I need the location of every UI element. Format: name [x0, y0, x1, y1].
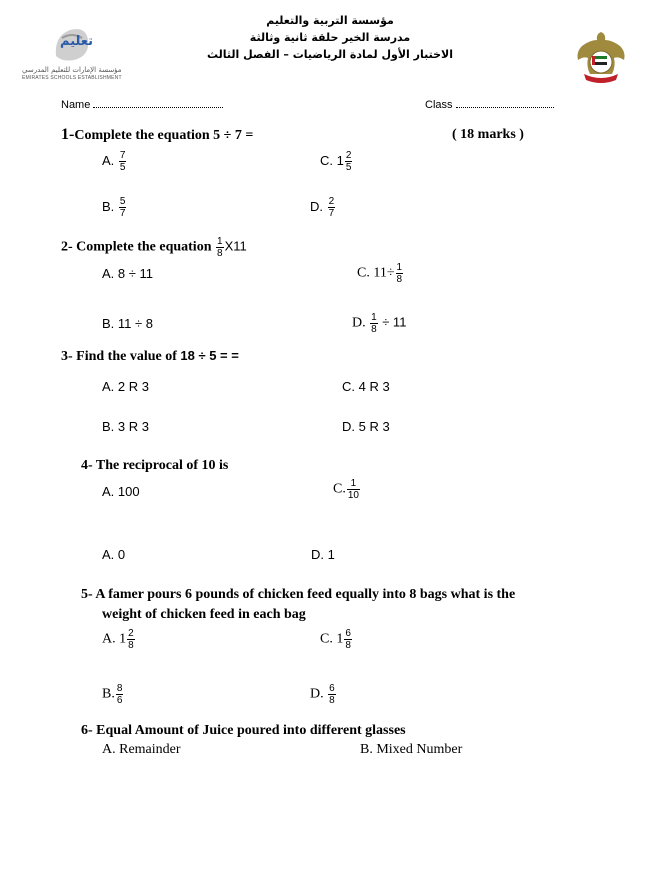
- q1-option-a[interactable]: [102, 150, 127, 173]
- q3-text: 3- Find the value of: [61, 349, 177, 364]
- q5-option-c-num: 6: [345, 628, 351, 639]
- logo-text: تعليم: [60, 34, 94, 49]
- q2-option-b[interactable]: B. 11 ÷ 8: [102, 316, 153, 331]
- q1-option-a-label: A.: [102, 152, 115, 168]
- q2-option-c-num: 1: [396, 262, 403, 273]
- q5-prompt-line1: 5- A famer pours 6 pounds of chicken feed equally into 8 bags what is the: [81, 587, 516, 602]
- q2-option-c-label: C. 11÷: [357, 265, 395, 281]
- q4-option-c-fraction: [347, 478, 360, 501]
- q5-option-a-num: 2: [128, 628, 134, 639]
- class-field[interactable]: [425, 99, 554, 111]
- q2-frac-num: 1: [217, 236, 223, 247]
- q1-option-b-den: 7: [119, 208, 126, 219]
- q4-option-d[interactable]: D. 1: [311, 547, 335, 562]
- q5-option-d-den: 8: [329, 695, 335, 706]
- header-arabic-line2: مدرسة الخير حلقة ثانية وثالثة: [249, 31, 411, 44]
- q6-prompt: 6- Equal Amount of Juice poured into different glasses: [81, 723, 406, 738]
- logo-english-text: EMIRATES SCHOOLS ESTABLISHMENT: [22, 75, 122, 81]
- q1-option-a-fraction: [119, 150, 127, 173]
- q2-option-c[interactable]: [357, 262, 404, 285]
- q1-option-d-num: 2: [328, 196, 335, 207]
- q6-option-b[interactable]: B. Mixed Number: [360, 742, 463, 757]
- q5-option-d-label: D.: [310, 686, 324, 702]
- q4-option-c-den: 10: [347, 490, 359, 501]
- q1-text: Complete the equation 5 ÷ 7 =: [74, 128, 254, 143]
- q2-option-c-fraction: [396, 262, 404, 285]
- q5-option-d-num: 6: [329, 683, 335, 694]
- q4-option-b[interactable]: A. 0: [102, 547, 126, 562]
- q1-option-d[interactable]: [310, 196, 336, 219]
- q2-option-d[interactable]: [352, 312, 406, 335]
- q4-option-c-num: 1: [347, 478, 360, 490]
- q1-number: 1-: [61, 126, 75, 143]
- q5-option-b-num: 8: [116, 683, 123, 694]
- uae-emblem: [574, 28, 628, 84]
- q1-option-b-fraction: [119, 196, 127, 219]
- q5-option-c-den: 8: [345, 640, 351, 651]
- q3-expression: 18 ÷ 5 = =: [180, 348, 239, 363]
- q5-option-d[interactable]: [310, 683, 337, 706]
- q1-option-b-label: B.: [102, 198, 115, 214]
- q2-option-d-label: D.: [352, 315, 366, 331]
- q1-option-d-den: 7: [328, 208, 335, 219]
- q3-option-d[interactable]: D. 5 R 3: [342, 419, 390, 434]
- q4-option-a[interactable]: A. 100: [102, 484, 140, 499]
- q5-option-b-label: B.: [102, 686, 115, 702]
- q2-text-after: X11: [224, 238, 247, 254]
- name-label: Name: [61, 99, 91, 111]
- q2-option-a[interactable]: A. 8 ÷ 11: [102, 266, 153, 281]
- name-line[interactable]: [93, 107, 223, 108]
- q1-option-c-den: 5: [345, 162, 352, 173]
- q5-option-a-den: 8: [128, 640, 134, 651]
- q5-option-d-fraction: [328, 683, 336, 706]
- q1-option-c-label: C. 1: [320, 152, 344, 168]
- q1-option-a-den: 5: [119, 162, 126, 173]
- q3-option-b[interactable]: B. 3 R 3: [102, 419, 149, 434]
- class-line[interactable]: [456, 107, 554, 108]
- q5-option-a-label: A. 1: [102, 631, 127, 647]
- q2-fraction: [216, 236, 224, 259]
- q5-option-a-fraction: [127, 628, 135, 651]
- logo-arabic-text: مؤسسة الإمارات للتعليم المدرسي: [22, 66, 122, 74]
- q2-option-d-num: 1: [371, 312, 377, 323]
- q5-option-b-den: 6: [116, 695, 123, 706]
- q4-prompt: 4- The reciprocal of 10 is: [81, 458, 229, 473]
- q3-prompt: [61, 348, 239, 365]
- q2-prompt: [61, 236, 247, 259]
- q2-frac-den: 8: [217, 248, 223, 259]
- q5-option-c-fraction: [344, 628, 352, 651]
- q6-option-a[interactable]: A. Remainder: [102, 742, 181, 757]
- q5-option-a[interactable]: [102, 628, 136, 651]
- q1-option-c-num: 2: [345, 150, 352, 161]
- q5-option-c[interactable]: [320, 628, 353, 651]
- q5-prompt-line2: weight of chicken feed in each bag: [102, 607, 306, 622]
- q4-option-c-label: C.: [333, 481, 346, 497]
- q5-option-b-fraction: [116, 683, 124, 706]
- q3-option-a[interactable]: A. 2 R 3: [102, 379, 149, 394]
- falcon-emblem-icon: [574, 28, 628, 84]
- header-arabic-line1: مؤسسة التربية والتعليم: [266, 14, 394, 27]
- q4-option-c[interactable]: [333, 478, 361, 501]
- header-arabic-line3: الاختبار الأول لمادة الرياضيات – الفصل الثالث: [206, 48, 453, 61]
- q2-text: 2- Complete the equation: [61, 239, 212, 255]
- q2-option-c-den: 8: [396, 274, 403, 285]
- q1-option-b[interactable]: [102, 196, 127, 219]
- q2-option-d-after: ÷ 11: [382, 314, 407, 330]
- q5-option-b[interactable]: [102, 683, 124, 706]
- q1-option-d-label: D.: [310, 198, 323, 214]
- class-label: Class: [425, 99, 453, 111]
- q1-prompt: [61, 126, 253, 144]
- name-field[interactable]: [61, 99, 223, 111]
- q1-option-b-num: 5: [119, 196, 126, 207]
- q1-option-c[interactable]: [320, 150, 353, 173]
- q5-option-c-label: C. 1: [320, 631, 344, 647]
- q1-option-a-num: 7: [119, 150, 126, 161]
- q1-option-c-fraction: [345, 150, 353, 173]
- marks: ( 18 marks ): [452, 127, 524, 142]
- q1-option-d-fraction: [328, 196, 336, 219]
- q2-option-d-den: 8: [371, 324, 377, 335]
- q3-option-c[interactable]: C. 4 R 3: [342, 379, 390, 394]
- q2-option-d-fraction: [370, 312, 378, 335]
